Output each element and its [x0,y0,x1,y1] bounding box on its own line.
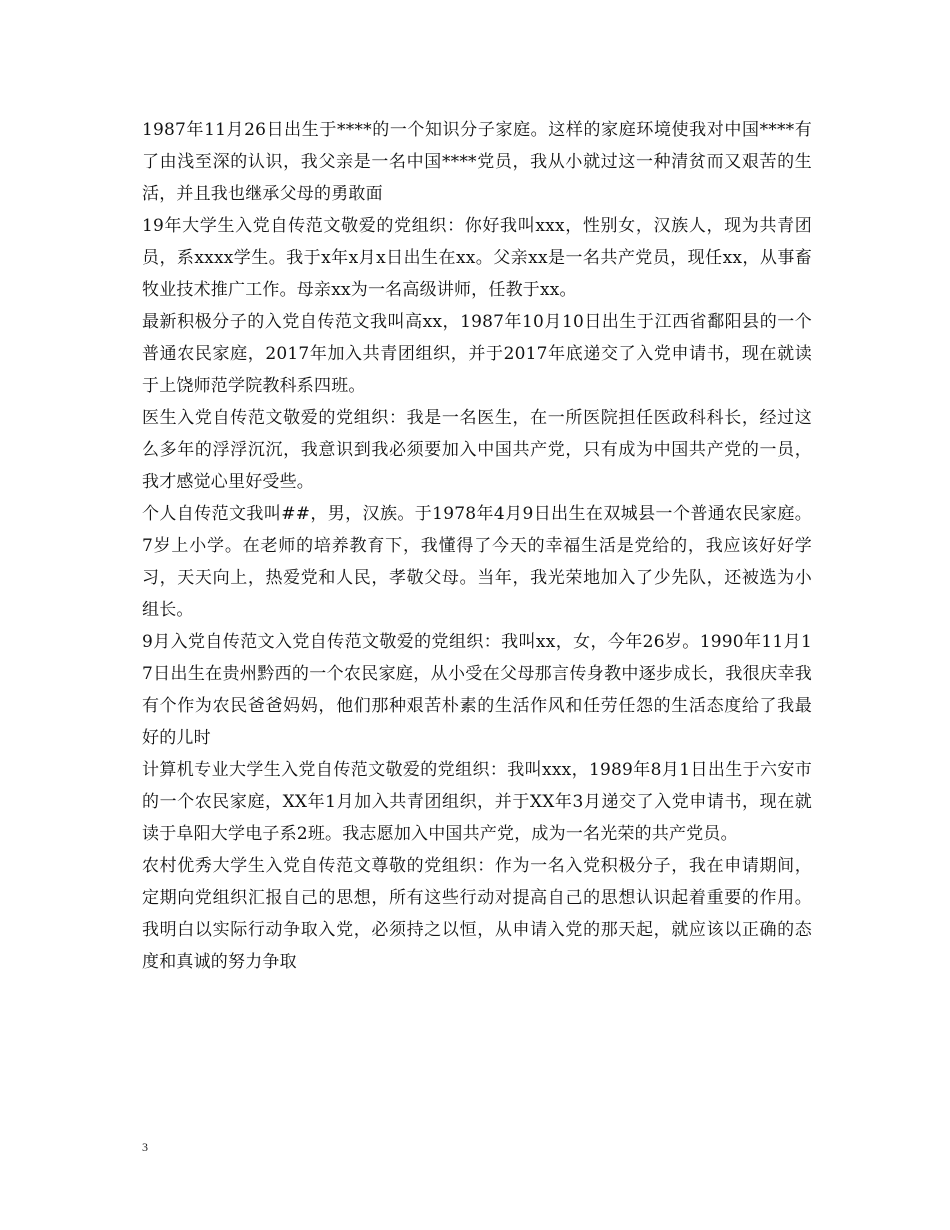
paragraph-3: 最新积极分子的入党自传范文我叫高xx，1987年10月10日出生于江西省鄱阳县的一个普通农民家庭，2017年加入共青团组织，并于2017年底递交了入党申请书，现在就读于上饶师范学院教科系四班。 [142,312,812,396]
paragraph-7: 计算机专业大学生入党自传范文敬爱的党组织：我叫xxx，1989年8月1日出生于六安市的一个农民家庭，XX年1月加入共青团组织，并于XX年3月递交了入党申请书，现在就读于阜阳大学电子系2班。我志愿加入中国共产党，成为一名光荣的共产党员。 [142,760,812,844]
paragraph-6: 9月入党自传范文入党自传范文敬爱的党组织：我叫xx，女，今年26岁。1990年11月17日出生在贵州黔西的一个农民家庭，从小受在父母那言传身教中逐步成长，我很庆幸我有个作为农民爸爸妈妈，他们那种艰苦朴素的生活作风和任劳任怨的生活态度给了我最好的儿时 [142,632,812,748]
paragraph-2: 19年大学生入党自传范文敬爱的党组织：你好我叫xxx，性别女，汉族人，现为共青团员，系xxxx学生。我于x年x月x日出生在xx。父亲xx是一名共产党员，现任xx，从事畜牧业技术推广工作。母亲xx为一名高级讲师，任教于xx。 [142,216,812,300]
paragraph-5: 个人自传范文我叫##，男，汉族。于1978年4月9日出生在双城县一个普通农民家庭。7岁上小学。在老师的培养教育下，我懂得了今天的幸福生活是党给的，我应该好好学习，天天向上，热爱党和人民，孝敬父母。当年，我光荣地加入了少先队，还被选为小组长。 [142,504,812,620]
page-number: 3 [142,1140,148,1154]
document-body [142,114,812,978]
paragraph-4: 医生入党自传范文敬爱的党组织：我是一名医生，在一所医院担任医政科科长，经过这么多年的浮浮沉沉，我意识到我必须要加入中国共产党，只有成为中国共产党的一员，我才感觉心里好受些。 [142,408,812,492]
paragraph-8: 农村优秀大学生入党自传范文尊敬的党组织：作为一名入党积极分子，我在申请期间，定期向党组织汇报自己的思想，所有这些行动对提高自己的思想认识起着重要的作用。我明白以实际行动争取入党，必须持之以恒，从申请入党的那天起，就应该以正确的态度和真诚的努力争取 [142,856,812,972]
paragraph-1: 1987年11月26日出生于****的一个知识分子家庭。这样的家庭环境使我对中国****有了由浅至深的认识，我父亲是一名中国****党员，我从小就过这一种清贫而又艰苦的生活，并且我也继承父母的勇敢面 [142,120,812,204]
